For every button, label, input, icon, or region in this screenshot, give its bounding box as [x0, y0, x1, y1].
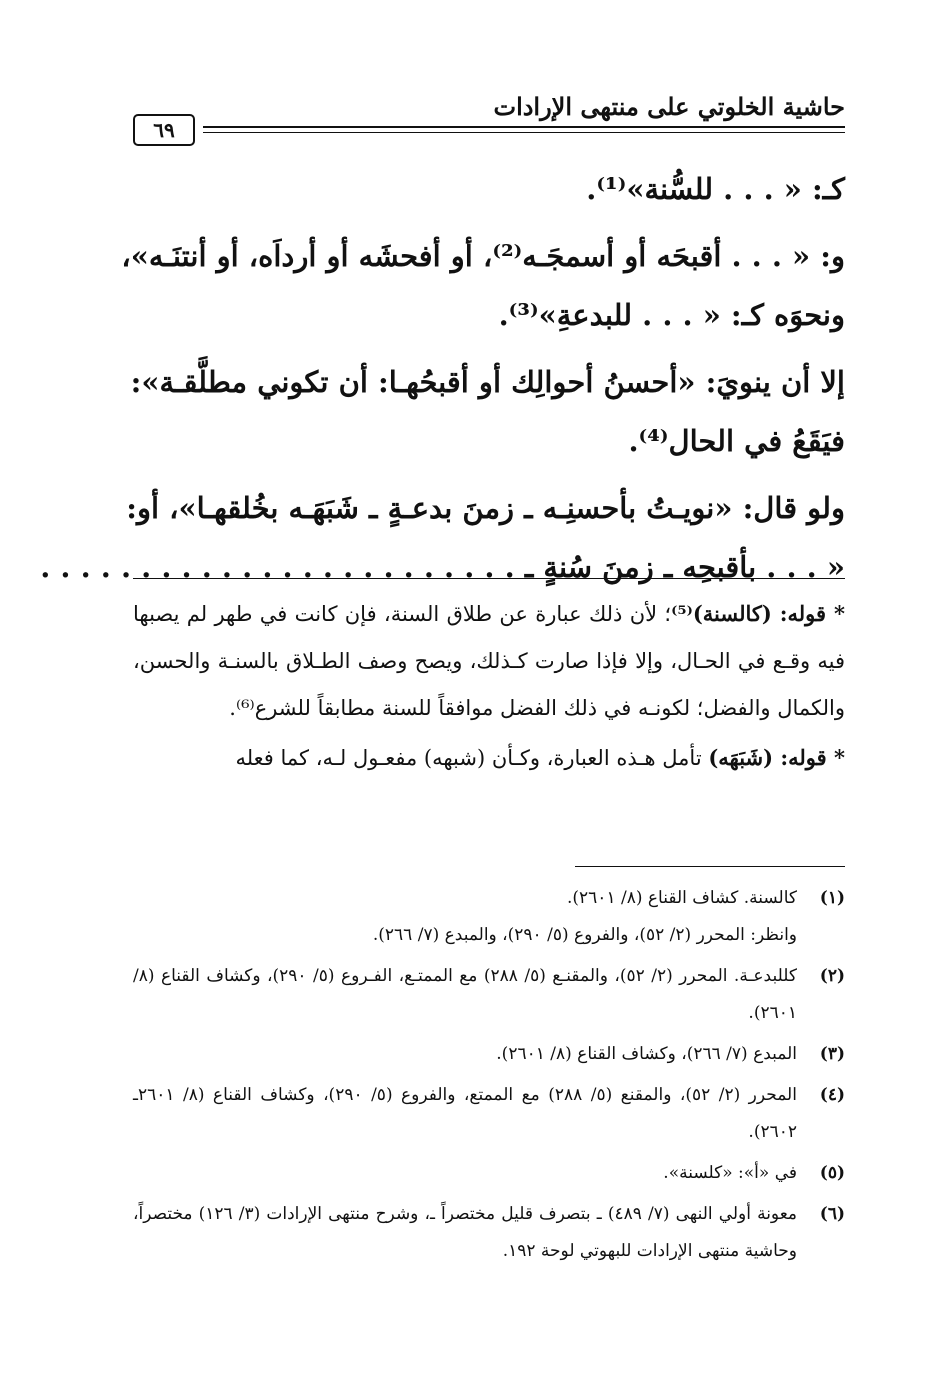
- footnote-text: [133, 1036, 797, 1073]
- page-header: [133, 92, 845, 142]
- main-line: « . . . بأقبحِه ـ زمنَ سُنةٍ ـ . . . . . . . . . . . . . . . . . . . . . . . .: [40, 550, 845, 584]
- footnote: [133, 880, 845, 954]
- footnote-text: [133, 880, 797, 954]
- footnote-text: [133, 1077, 797, 1151]
- footnote: [133, 958, 845, 1032]
- footnote-number: (٥): [819, 1163, 845, 1183]
- commentary-paragraph: [133, 734, 845, 782]
- footnote-number: (٤): [819, 1085, 845, 1105]
- footnote-line: كالسنة. كشاف القناع (٨/ ٢٦٠١).: [567, 888, 797, 908]
- running-title: حاشية الخلوتي على منتهى الإرادات: [493, 92, 845, 121]
- commentary-paragraph: [133, 590, 845, 732]
- footnote: [133, 1196, 845, 1270]
- main-line: إلا أن ينويَ: «أحسنُ أحوالِك أو أقبحُهـا: أن تكوني مطلَّقـة»:: [130, 365, 845, 399]
- footnote-number: (٣): [819, 1044, 845, 1064]
- footnote-number: (١): [819, 888, 845, 908]
- footnote-text: [133, 1196, 797, 1270]
- footnote-line: المحرر (٢/ ٥٢)، والمقنع (٥/ ٢٨٨) مع الممتع، والفروع (٥/ ٢٩٠)، وكشاف القناع (٨/ ٢٦٠١ـ ٢٦٠٢).: [133, 1085, 797, 1142]
- footnote-line: المبدع (٧/ ٢٦٦)، وكشاف القناع (٨/ ٢٦٠١).: [496, 1044, 797, 1064]
- footnotes: [133, 880, 845, 1274]
- footnote-line: وانظر: المحرر (٢/ ٥٢)، والفروع (٥/ ٢٩٠)، والمبدع (٧/ ٢٦٦).: [372, 925, 797, 945]
- commentary-text: تأمل هـذه العبارة، وكـأن (شبهه) مفعـول لـه، كما فعله: [235, 746, 709, 770]
- footnote-text: [133, 1155, 797, 1192]
- footnote-line: كللبدعـة. المحرر (٢/ ٥٢)، والمقنـع (٥/ ٢٨٨) مع الممتـع، الفـروع (٥/ ٢٩٠)، وكشاف القناع (٨/ ٢٦٠١).: [133, 966, 797, 1023]
- footnote: [133, 1036, 845, 1073]
- main-line: ولو قال: «نويـتُ بأحسنِـه ـ زمنَ بدعـةٍ ـ شَبَهَـه بخُلقهـا»، أو:: [126, 491, 845, 525]
- text-commentary-separator: [133, 578, 845, 579]
- footnote-line: معونة أولي النهى (٧/ ٤٨٩) ـ بتصرف قليل مختصراً ـ، وشرح منتهى الإرادات (٣/ ١٢٦) مختصراً، وحاشية منتهى الإرادات للبهوتي لوحة ١٩٢.: [133, 1204, 798, 1261]
- commentary-keyword: * قوله: (كالسنة)⁽⁵⁾: [671, 601, 845, 626]
- main-text: [40, 160, 845, 597]
- footnote-line: في «أ»: «كلسنة».: [663, 1163, 797, 1183]
- main-line: كـ: « . . . للسُّنة»⁽¹⁾.: [586, 172, 845, 206]
- footnote-number: (٦): [819, 1204, 845, 1224]
- main-line: ونحوَه كـ: « . . . للبدعةِ»⁽³⁾.: [498, 298, 845, 332]
- footnote-number: (٢): [819, 966, 845, 986]
- commentary-keyword: * قوله: (شَبَهَه): [708, 745, 845, 770]
- footnote: [133, 1155, 845, 1192]
- footnote: [133, 1077, 845, 1151]
- header-rule-thin: [203, 132, 845, 133]
- footnote-text: [133, 958, 797, 1032]
- commentary-text: ؛ لأن ذلك عبارة عن طلاق السنة، فإن كانت في طهر لم يصبها فيه وقـع في الحـال، وإلا فإذا صارت كـذلك، ويصح وصف الطـلاق بالسنـة والحسن، والكمال والفضل؛ لكونـه في ذلك الفضل موافقاً للسنة مطابقاً للشرع⁽⁶⁾.: [133, 602, 845, 720]
- main-line: فيَقَعُ في الحال⁽⁴⁾.: [628, 424, 845, 458]
- footnote-separator: [575, 866, 845, 867]
- main-line: و: « . . . أقبحَه أو أسمجَـه⁽²⁾، أو أفحشَه أو أرداَه، أو أنتنَـه»،: [121, 239, 845, 273]
- header-rule-thick: [203, 126, 845, 128]
- page-number: ٦٩: [133, 114, 195, 146]
- commentary-section: [133, 590, 845, 784]
